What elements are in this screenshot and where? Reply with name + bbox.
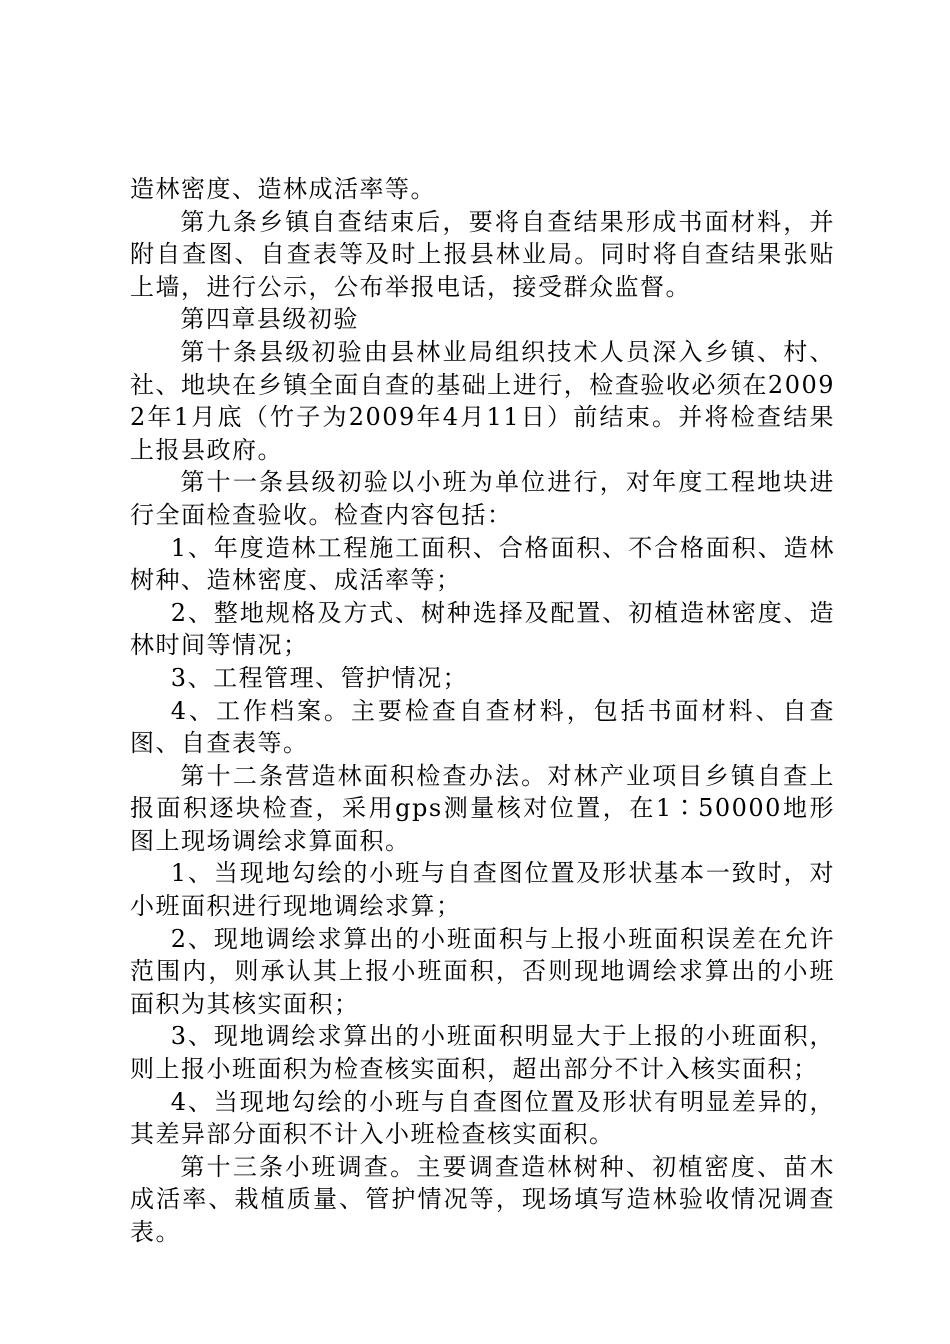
list-item-12-1: 1、当现地勾绘的小班与自查图位置及形状基本一致时，对小班面积进行现地调绘求算； [130,859,835,921]
paragraph-article-13: 第十三条小班调查。主要调查造林树种、初植密度、苗木成活率、栽植质量、管护情况等，现场填写造林验收情况调查表。 [130,1152,835,1246]
list-item-11-1: 1、年度造林工程施工面积、合格面积、不合格面积、造林树种、造林密度、成活率等； [130,533,835,595]
document-body [130,173,835,1249]
list-item-11-2: 2、整地规格及方式、树种选择及配置、初植造林密度、造林时间等情况； [130,598,835,660]
paragraph-article-10: 第十条县级初验由县林业局组织技术人员深入乡镇、村、社、地块在乡镇全面自查的基础上进行，检查验收必须在20092年1月底（竹子为2009年4月11日）前结束。并将检查结果上报县政府。 [130,337,835,464]
list-item-11-4: 4、工作档案。主要检查自查材料，包括书面材料、自查图、自查表等。 [130,696,835,758]
paragraph-article-9: 第九条乡镇自查结束后，要将自查结果形成书面材料，并附自查图、自查表等及时上报县林业局。同时将自查结果张贴上墙，进行公示，公布举报电话，接受群众监督。 [130,207,835,301]
list-item-11-3: 3、工程管理、管护情况； [170,663,469,692]
list-item-12-3: 3、现地调绘求算出的小班面积明显大于上报的小班面积，则上报小班面积为检查核实面积，超出部分不计入核实面积； [130,1022,835,1084]
list-item-12-4: 4、当现地勾绘的小班与自查图位置及形状有明显差异的，其差异部分面积不计入小班检查核实面积。 [130,1087,835,1149]
list-item-12-2: 2、现地调绘求算出的小班面积与上报小班面积误差在允许范围内，则承认其上报小班面积，否则现地调绘求算出的小班面积为其核实面积； [130,924,835,1018]
paragraph-article-11: 第十一条县级初验以小班为单位进行，对年度工程地块进行全面检查验收。检查内容包括： [130,468,835,529]
paragraph-article-12: 第十二条营造林面积检查办法。对林产业项目乡镇自查上报面积逐块检查，采用gps测量核对位置，在1∶50000地形图上现场调绘求算面积。 [130,761,835,855]
chapter-heading-4: 第四章县级初验 [180,305,359,334]
paragraph-continuation: 造林密度、造林成活率等。 [130,175,436,203]
